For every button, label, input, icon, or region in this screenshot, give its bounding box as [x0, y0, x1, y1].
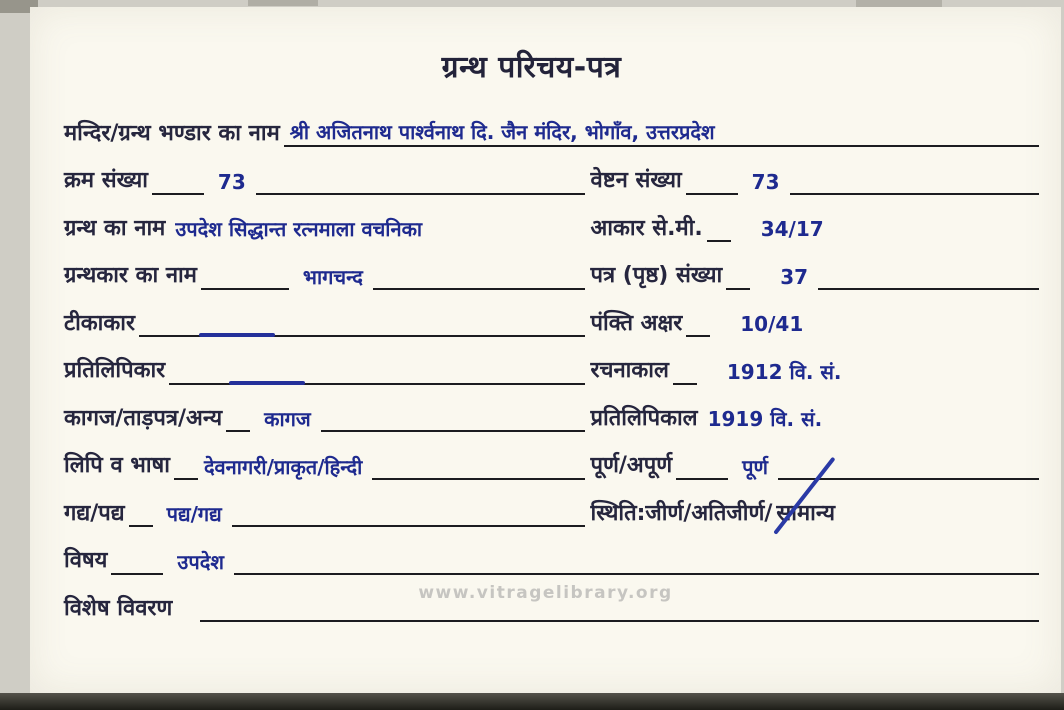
field-value-lines-letters: 10/41: [740, 312, 804, 336]
field-value-author-name: भागचन्द: [302, 264, 363, 289]
rule-segment: [234, 573, 1039, 575]
form-row-script-language: [64, 449, 1039, 480]
field-label-commentator: टीकाकार: [64, 310, 135, 336]
condition-selected-samanya: [776, 500, 839, 528]
rule-segment: [174, 478, 198, 480]
form-row-subject: [64, 544, 1039, 575]
entry-line: [174, 455, 585, 480]
field-label-bundle-number: वेष्टन संख्या: [590, 168, 682, 193]
entry-line: [139, 333, 585, 337]
field-value-granth-name: उपदेश सिद्धान्त रत्नमाला वचनिका: [175, 217, 423, 241]
field-value-completeness: पूर्ण: [742, 454, 768, 479]
rule-segment: [152, 193, 204, 195]
entry-line: [169, 381, 584, 385]
rule-segment: [201, 288, 289, 290]
field-label-subject: विषय: [64, 548, 108, 573]
field-value-subject: उपदेश: [177, 549, 224, 574]
entry-line: [686, 312, 1039, 337]
rule-segment: [129, 525, 153, 527]
field-value-copy-date: 1919 वि. सं.: [707, 407, 823, 431]
rule-segment: [686, 335, 710, 337]
entry-line: [673, 360, 1039, 385]
entry-line: [686, 170, 1039, 195]
rule-segment: [673, 383, 697, 385]
field-label-serial-number: क्रम संख्या: [64, 168, 148, 193]
entry-line: [152, 170, 585, 195]
rule-segment: [676, 478, 728, 480]
entry-line: [169, 217, 584, 242]
scan-artifact: [248, 0, 318, 6]
field-value-special-details: [176, 621, 200, 622]
field-label-temple-name: मन्दिर/ग्रन्थ भण्डार का नाम: [64, 120, 280, 146]
entry-line: [201, 265, 585, 290]
form-row-prose-verse: [64, 496, 1039, 527]
field-label-condition: स्थिति:जीर्ण/अतिजीर्ण/: [590, 500, 773, 526]
rule-segment: [686, 193, 738, 195]
field-label-composition-date: रचनाकाल: [590, 358, 669, 383]
form-row-author: [64, 259, 1039, 290]
rule-segment: [226, 430, 250, 432]
empty-entry-dash: [229, 381, 305, 385]
rule-segment: [726, 288, 750, 290]
watermark-text: www.vitragelibrary.org: [418, 583, 673, 603]
field-value-serial-number: 73: [217, 169, 246, 194]
entry-line: [176, 620, 1039, 622]
field-label-copyist: प्रतिलिपिकार: [64, 358, 166, 383]
rule-segment: [818, 288, 1039, 290]
rule-segment: [232, 525, 585, 527]
field-label-size-cm: आकार से.मी.: [590, 215, 703, 241]
field-value-script-language: देवनागरी/प्राकृत/हिन्दी: [203, 454, 363, 479]
form-row-commentator: [64, 306, 1039, 337]
field-label-granth-name: ग्रन्थ का नाम: [64, 215, 166, 241]
field-label-copy-date: प्रतिलिपिकाल: [590, 405, 698, 431]
condition-option-label: सामान्य: [776, 500, 836, 526]
entry-line: [702, 407, 1039, 432]
field-label-material: कागज/ताड़पत्र/अन्य: [64, 405, 223, 431]
field-label-completeness: पूर्ण/अपूर्ण: [590, 453, 673, 478]
field-value-prose-verse: पद्य/गद्य: [166, 502, 222, 526]
field-value-size-cm: 34/17: [760, 217, 824, 241]
field-label-author-name: ग्रन्थकार का नाम: [64, 263, 197, 288]
field-label-prose-verse: गद्य/पद्य: [64, 500, 125, 526]
field-label-script-language: लिपि व भाषा: [64, 453, 170, 478]
field-label-special-details: विशेष विवरण: [64, 595, 173, 621]
manuscript-intro-card: [30, 7, 1061, 693]
form-row-material: [64, 401, 1039, 432]
entry-line: [226, 407, 584, 432]
field-label-lines-letters: पंक्ति अक्षर: [590, 310, 683, 336]
rule-segment: [790, 193, 1040, 195]
rule-segment: [373, 288, 585, 290]
field-value-material: कागज: [264, 407, 311, 431]
form-row-serial: [64, 164, 1039, 195]
rule-segment: [372, 478, 584, 480]
rule-segment: [111, 573, 163, 575]
scan-edge-shadow: [0, 693, 1064, 710]
form-row-copyist: [64, 354, 1039, 385]
entry-line: [707, 217, 1039, 242]
field-value-bundle-number: 73: [751, 169, 780, 194]
rule-segment: [321, 430, 585, 432]
rule-segment: [707, 240, 731, 242]
rule-segment: [256, 193, 585, 195]
form-row-temple: [64, 116, 1039, 147]
rule-segment: [200, 620, 1039, 622]
field-value-composition-date: 1912 वि. सं.: [726, 359, 842, 384]
field-value-page-count: 37: [780, 264, 809, 289]
entry-line: [129, 502, 585, 527]
entry-line: [284, 120, 1039, 147]
entry-line: [726, 265, 1039, 290]
field-label-page-count: पत्र (पृष्ठ) संख्या: [590, 263, 723, 288]
empty-entry-dash: [199, 333, 275, 337]
entry-line: [676, 455, 1039, 480]
field-value-temple-name: श्री अजितनाथ पार्श्वनाथ दि. जैन मंदिर, भोगाँव, उत्तरप्रदेश: [289, 120, 715, 144]
form-title: ग्रन्थ परिचय-पत्र: [441, 50, 622, 85]
form-row-granth-name: [64, 211, 1039, 242]
entry-line: [111, 550, 1039, 575]
